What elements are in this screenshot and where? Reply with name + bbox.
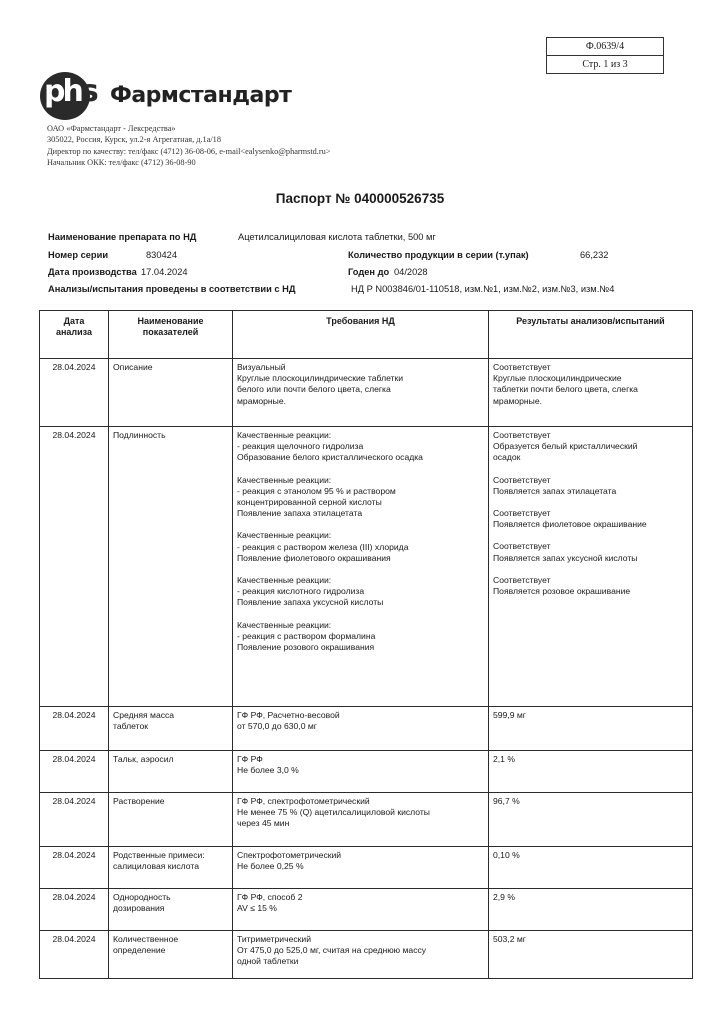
requirements-cell <box>233 751 489 793</box>
requirements-cell <box>233 359 489 427</box>
indicator-name: Тальк, аэросил <box>109 751 233 793</box>
block-gap <box>237 519 484 530</box>
result-text: Соответствует Появляется розовое окрашивание <box>493 574 631 597</box>
result-text: Соответствует Появляется запах этилацетата <box>493 474 617 496</box>
form-code: Ф.0639/4 <box>585 41 625 52</box>
prod-date-label: Дата производства <box>48 267 137 277</box>
table-row <box>40 751 693 793</box>
block-gap <box>237 564 484 575</box>
table-row <box>40 707 693 751</box>
indicator-name: Количественное определение <box>109 931 233 979</box>
page-number: Стр. 1 из 3 <box>547 55 663 73</box>
result-text: 96,7 % <box>493 796 520 806</box>
result-text: Соответствует Круглые плоскоцилиндрические таблетки почти белого цвета, слегка мраморные. <box>493 362 638 406</box>
prod-date-value: 17.04.2024 <box>141 267 188 277</box>
requirements-cell <box>233 793 489 847</box>
block-gap <box>493 530 688 541</box>
results-cell <box>489 359 693 427</box>
results-cell <box>489 931 693 979</box>
results-cell <box>489 427 693 707</box>
block-gap <box>493 564 688 575</box>
company-info <box>47 123 330 168</box>
table-row <box>40 359 693 427</box>
requirements-cell <box>233 931 489 979</box>
qty-value: 66,232 <box>580 250 609 260</box>
analysis-date: 28.04.2024 <box>40 793 109 847</box>
requirement-text: ГФ РФ, Расчетно-весовой от 570,0 до 630,0 мг <box>237 710 340 732</box>
table-row <box>40 427 693 707</box>
requirement-text: Спектрофотометрический Не более 0,25 % <box>237 850 342 872</box>
analyses-label: Анализы/испытания проведены в соответствии с НД <box>48 284 296 294</box>
results-cell <box>489 793 693 847</box>
result-text: 503,2 мг <box>493 934 526 944</box>
header-requirements: Требования НД <box>233 311 489 359</box>
block-gap <box>237 609 484 620</box>
indicator-name: Растворение <box>109 793 233 847</box>
valid-value: 04/2028 <box>394 267 428 277</box>
header-date: Дата анализа <box>40 311 109 359</box>
result-text: Соответствует Появляется фиолетовое окрашивание <box>493 508 647 530</box>
requirement-text: ГФ РФ, спектрофотометрический Не менее 75 % (Q) ацетилсалициловой кислоты через 45 мин <box>237 796 430 829</box>
requirement-text: Качественные реакции: - реакция кислотного гидролиза Появление запаха уксусной кислоты <box>237 575 384 608</box>
company-line-4: Начальник ОКК: тел/факс (4712) 36-08-90 <box>47 157 196 167</box>
logo-name: Фармстандарт <box>110 83 292 108</box>
result-text: 0,10 % <box>493 850 520 860</box>
series-label: Номер серии <box>48 250 109 260</box>
drug-label: Наименование препарата по НД <box>48 232 197 242</box>
requirement-text: Качественные реакции: - реакция щелочного гидролиза Образование белого кристаллического осадка <box>237 430 423 463</box>
logo-letters-outer: s <box>80 74 96 109</box>
indicator-name: Подлинность <box>109 427 233 707</box>
requirement-text: Качественные реакции: - реакция с раствором формалина Появление розового окрашивания <box>237 619 376 653</box>
requirements-cell <box>233 427 489 707</box>
analyses-value: НД Р N003846/01-110518, изм.№1, изм.№2, изм.№3, изм.№4 <box>351 284 615 294</box>
analysis-date: 28.04.2024 <box>40 427 109 707</box>
analysis-date: 28.04.2024 <box>40 931 109 979</box>
results-cell <box>489 751 693 793</box>
table-row <box>40 793 693 847</box>
block-gap <box>493 497 688 508</box>
requirement-text: Качественные реакции: - реакция с этанолом 95 % и раствором концентрированной серной кислоты Появление запаха этилацетата <box>237 474 396 519</box>
drug-value: Ацетилсалициловая кислота таблетки, 500 мг <box>238 232 436 242</box>
requirements-cell <box>233 889 489 931</box>
table-header-row <box>40 311 693 359</box>
analysis-date: 28.04.2024 <box>40 847 109 889</box>
indicator-name: Описание <box>109 359 233 427</box>
indicator-name: Средняя масса таблеток <box>109 707 233 751</box>
header-name: Наименование показателей <box>109 311 233 359</box>
requirement-text: Титриметрический От 475,0 до 525,0 мг, считая на среднюю массу одной таблетки <box>237 934 427 967</box>
table-row <box>40 847 693 889</box>
result-text: 599,9 мг <box>493 710 526 720</box>
company-line-3: Директор по качеству: тел/факс (4712) 36-08-06, e-mail<ealysenko@pharmstd.ru> <box>47 146 331 156</box>
analysis-date: 28.04.2024 <box>40 889 109 931</box>
series-value: 830424 <box>146 250 178 260</box>
company-line-2: 305022, Россия, Курск, ул.2-я Агрегатная, д.1а/18 <box>47 135 221 145</box>
results-cell <box>489 847 693 889</box>
form-code-box <box>546 37 664 74</box>
requirement-text: Качественные реакции: - реакция с раствором железа (III) хлорида Появление фиолетового окрашивания <box>237 530 409 563</box>
logo-letters-inner: ph <box>44 74 81 109</box>
passport-title: Паспорт № 040000526735 <box>275 191 445 206</box>
analysis-date: 28.04.2024 <box>40 707 109 751</box>
valid-label: Годен до <box>348 267 390 277</box>
indicator-name: Однородность дозирования <box>109 889 233 931</box>
result-text: Соответствует Образуется белый кристаллический осадок <box>493 430 638 463</box>
block-gap <box>237 464 484 475</box>
table-row <box>40 931 693 979</box>
results-cell <box>489 707 693 751</box>
results-cell <box>489 889 693 931</box>
requirements-cell <box>233 847 489 889</box>
result-text: Соответствует Появляется запах уксусной кислоты <box>493 541 638 563</box>
table-row <box>40 889 693 931</box>
company-logo <box>40 72 292 120</box>
requirement-text: ГФ РФ Не более 3,0 % <box>237 754 299 776</box>
result-text: 2,9 % <box>493 892 515 902</box>
analysis-date: 28.04.2024 <box>40 359 109 427</box>
analysis-date: 28.04.2024 <box>40 751 109 793</box>
block-gap <box>493 464 688 475</box>
result-text: 2,1 % <box>493 754 515 764</box>
logo-letters <box>44 74 96 109</box>
indicator-name: Родственные примеси: салициловая кислота <box>109 847 233 889</box>
requirements-cell <box>233 707 489 751</box>
results-table <box>39 310 693 979</box>
requirement-text: Визуальный Круглые плоскоцилиндрические таблетки белого или почти белого цвета, слегка мраморные. <box>237 362 404 406</box>
requirement-text: ГФ РФ, способ 2 AV ≤ 15 % <box>237 892 303 914</box>
company-line-1: ОАО «Фармстандарт - Лексредства» <box>47 124 176 133</box>
qty-label: Количество продукции в серии (т.упак) <box>348 250 529 260</box>
header-results: Результаты анализов/испытаний <box>489 311 693 359</box>
